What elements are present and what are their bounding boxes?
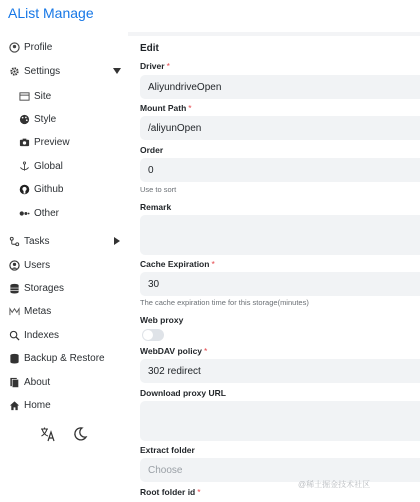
metas-icon: [8, 305, 20, 317]
sidebar-item-site[interactable]: [0, 85, 128, 107]
driver-label: Driver *: [140, 61, 170, 71]
sidebar-item-label: Users: [24, 259, 51, 271]
sidebar-item-label: Github: [34, 183, 64, 195]
sidebar-item-global[interactable]: [0, 155, 128, 177]
search-icon: [8, 329, 20, 341]
driver-select[interactable]: AliyundriveOpen: [140, 75, 420, 99]
sidebar-item-label: Metas: [24, 305, 52, 317]
sidebar-item-label: Profile: [24, 41, 53, 53]
download-proxy-url-textarea[interactable]: [140, 401, 420, 441]
web-proxy-toggle[interactable]: [142, 329, 164, 341]
camera-icon: [18, 136, 30, 148]
remark-label: Remark: [140, 202, 172, 212]
extract-folder-select[interactable]: Choose: [140, 458, 420, 482]
sidebar-item-indexes[interactable]: [0, 324, 128, 346]
cache-expiration-hint: The cache expiration time for this storage(minutes): [140, 298, 309, 307]
web-proxy-label: Web proxy: [140, 315, 184, 325]
webdav-policy-label: WebDAV policy *: [140, 346, 208, 356]
sidebar-item-label: Tasks: [24, 235, 50, 247]
watermark: @稀土掘金技术社区: [298, 480, 371, 489]
remark-textarea[interactable]: [140, 215, 420, 255]
other-icon: [18, 207, 30, 219]
sidebar-item-github[interactable]: [0, 178, 128, 200]
github-icon: [18, 183, 30, 195]
extract-folder-label: Extract folder: [140, 445, 195, 455]
top-bar: [0, 0, 420, 32]
page-title: Edit: [140, 43, 159, 54]
sidebar-item-label: Indexes: [24, 329, 60, 341]
root-folder-id-label: Root folder id *: [140, 487, 201, 497]
main-content: [128, 32, 420, 502]
sidebar-item-other[interactable]: [0, 202, 128, 224]
order-label: Order: [140, 145, 164, 155]
moon-icon[interactable]: [72, 426, 88, 442]
chevron-right-icon[interactable]: [112, 236, 122, 246]
profile-icon: [8, 41, 20, 53]
sidebar-item-label: Settings: [24, 65, 61, 77]
sidebar-item-settings[interactable]: [0, 60, 128, 82]
order-hint: Use to sort: [140, 185, 177, 194]
about-icon: [8, 376, 20, 388]
gear-icon: [8, 65, 20, 77]
palette-icon: [18, 113, 30, 125]
sidebar-item-label: Global: [34, 160, 63, 172]
cache-expiration-input[interactable]: 30: [140, 272, 420, 296]
mount-path-input[interactable]: /aliyunOpen: [140, 116, 420, 140]
sidebar-item-about[interactable]: [0, 371, 128, 393]
backup-icon: [8, 352, 20, 364]
tasks-icon: [8, 235, 20, 247]
sidebar-item-home[interactable]: [0, 394, 128, 416]
sidebar-item-label: Site: [34, 90, 52, 102]
sidebar-item-label: Home: [24, 399, 51, 411]
sidebar-item-label: Backup & Restore: [24, 352, 105, 364]
webdav-policy-select[interactable]: 302 redirect: [140, 359, 420, 383]
sidebar-item-label: About: [24, 376, 51, 388]
sidebar-item-backup-restore[interactable]: [0, 347, 128, 369]
users-icon: [8, 259, 20, 271]
sidebar-item-users[interactable]: [0, 254, 128, 276]
mount-path-label: Mount Path *: [140, 103, 192, 113]
translate-icon[interactable]: [40, 426, 56, 442]
sidebar-item-metas[interactable]: [0, 300, 128, 322]
sidebar-item-label: Other: [34, 207, 60, 219]
download-proxy-url-label: Download proxy URL: [140, 388, 226, 398]
app-title[interactable]: AList Manage: [8, 5, 94, 21]
sidebar-item-label: Storages: [24, 282, 65, 294]
sidebar-item-label: Style: [34, 113, 57, 125]
order-input[interactable]: 0: [140, 158, 420, 182]
anchor-icon: [18, 160, 30, 172]
sidebar: [0, 32, 128, 502]
home-icon: [8, 399, 20, 411]
sidebar-item-tasks[interactable]: [0, 230, 128, 252]
sidebar-item-profile[interactable]: [0, 36, 128, 58]
cache-expiration-label: Cache Expiration *: [140, 259, 215, 269]
sidebar-item-storages[interactable]: [0, 277, 128, 299]
sidebar-item-style[interactable]: [0, 108, 128, 130]
sidebar-footer: [40, 426, 88, 442]
database-icon: [8, 282, 20, 294]
sidebar-item-preview[interactable]: [0, 131, 128, 153]
site-icon: [18, 90, 30, 102]
sidebar-item-label: Preview: [34, 136, 70, 148]
chevron-down-icon[interactable]: [112, 66, 122, 76]
